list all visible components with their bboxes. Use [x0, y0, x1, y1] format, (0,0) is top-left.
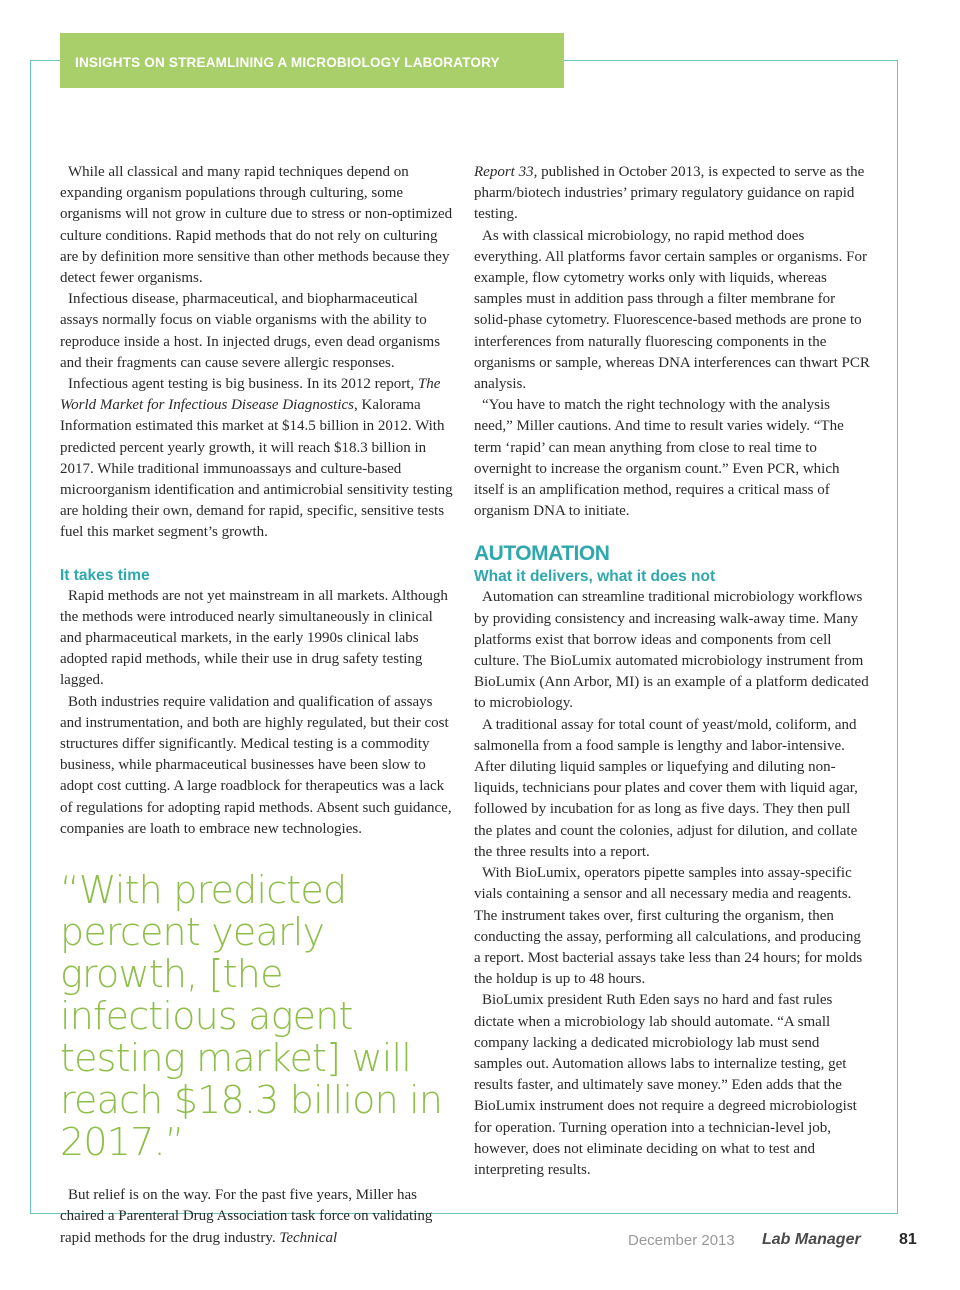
left-column	[60, 162, 456, 1249]
paragraph: While all classical and many rapid techniques depend on expanding organism populations through culturing, some organisms will not grow in culture due to stress or non-optimized culture conditions. Rapid methods that do not rely on culturing are by definition more sensitive than other methods because they detect fewer organisms.	[60, 164, 453, 287]
section-header-band	[60, 33, 564, 88]
section-header-title: INSIGHTS ON STREAMLINING A MICROBIOLOGY LABORATORY	[75, 55, 500, 70]
text-run: Infectious agent testing is big business. In its 2012 report,	[68, 376, 418, 393]
report-title: Report 33	[474, 164, 534, 180]
footer-date: December 2013	[628, 1232, 735, 1249]
subheading-it-takes-time: It takes time	[60, 566, 150, 584]
paragraph: Rapid methods are not yet mainstream in all markets. Although the methods were introduced nearly simultaneously in clinical and pharmaceutical markets, in the early 1990s clinical labs adopted rapid methods, while their use in drug safety testing lagged.	[60, 587, 448, 689]
right-column	[474, 162, 870, 1181]
paragraph	[60, 374, 456, 544]
paragraph: Both industries require validation and qualification of assays and instrumentation, and both are highly regulated, but their cost structures differ significantly. Medical testing is a commodity business, while pharmaceutical businesses have been slow to adopt cost cutting. A large roadblock for therapeutics was a lack of regulations for adopting rapid methods. Absent such guidance, companies are loath to embrace new technologies.	[60, 693, 452, 837]
paragraph: Automation can streamline traditional microbiology workflows by providing consistency and increasing walk-away time. Many platforms exist that borrow ideas and components from cell culture. The BioLumix automated microbiology instrument from BioLumix (Ann Arbor, MI) is an example of a platform dedicated to microbiology.	[474, 589, 869, 712]
subheading-what-it-delivers: What it delivers, what it does not	[474, 568, 716, 586]
pull-quote: “With predicted percent yearly growth, [the infectious agent testing market] will reach $18.3 billion in 2017.”	[60, 868, 443, 1165]
section-heading-automation: AUTOMATION	[474, 542, 610, 566]
paragraph: “You have to match the right technology with the analysis need,” Miller cautions. And time to result varies widely. “The term ‘rapid’ can mean anything from close to real time to overnight to increase the organism count.” Even PCR, which itself is an amplification method, requires a critical mass of organism DNA to initiate.	[474, 397, 844, 520]
text-run: But relief is on the way. For the past five years, Miller has chaired a Parenteral Drug Association task force on validating rapid methods for the drug industry.	[60, 1187, 433, 1246]
report-title: The World Market for Infectious Disease Diagnostics	[60, 376, 441, 414]
paragraph	[60, 1185, 456, 1249]
paragraph: A traditional assay for total count of yeast/mold, coliform, and salmonella from a food sample is lengthy and labor-intensive. After diluting liquid samples or liquefying and diluting non-liquids, technicians pour plates and cover them with liquid agar, followed by incubation for as long as five days. They then pull the plates and count the colonies, adjust for dilution, and collate the three results into a report.	[474, 716, 858, 860]
paragraph	[474, 162, 870, 226]
paragraph: BioLumix president Ruth Eden says no hard and fast rules dictate when a microbiology lab should automate. “A small company lacking a dedicated microbiology lab must send samples out. Automation allows labs to internalize testing, get results faster, and ultimately save money.” Eden adds that the BioLumix instrument does not require a degreed microbiologist for operation. Turning operation into a technician-level job, however, does not eliminate deciding on what to test and interpreting results.	[474, 992, 857, 1178]
report-title: Technical	[279, 1229, 338, 1246]
paragraph: With BioLumix, operators pipette samples into assay-specific vials containing a sensor and all necessary media and reagents. The instrument takes over, first culturing the organism, then conducting the assay, performing all calculations, and producing a report. Most bacterial assays take less than 24 hours; for molds the holdup is up to 48 hours.	[474, 865, 863, 988]
text-run: , Kalorama Information estimated this market at $14.5 billion in 2012. With predicted percent yearly growth, it will reach $18.3 billion in 2017. While traditional immunoassays and culture-based microorganism identification and antimicrobial sensitivity testing are holding their own, demand for rapid, specific, sensitive tests fuel this market segment’s growth.	[60, 397, 453, 541]
paragraph: Infectious disease, pharmaceutical, and biopharmaceutical assays normally focus on viable organisms with the ability to reproduce inside a host. In injected drugs, even dead organisms and their fragments can cause severe allergic responses.	[60, 291, 441, 371]
text-run: , published in October 2013, is expected to serve as the pharm/biotech industries’ primary regulatory guidance on rapid testing.	[474, 164, 865, 223]
paragraph: As with classical microbiology, no rapid method does everything. All platforms favor certain samples or organisms. For example, flow cytometry works only with liquids, whereas samples must in addition pass through a filter membrane for solid-phase cytometry. Fluorescence-based methods are prone to interferences from naturally fluorescing components in the organisms or sample, whereas DNA interferences can thwart PCR analysis.	[474, 227, 870, 393]
footer-magazine-name: Lab Manager	[762, 1231, 861, 1248]
footer-page-number: 81	[899, 1231, 917, 1248]
